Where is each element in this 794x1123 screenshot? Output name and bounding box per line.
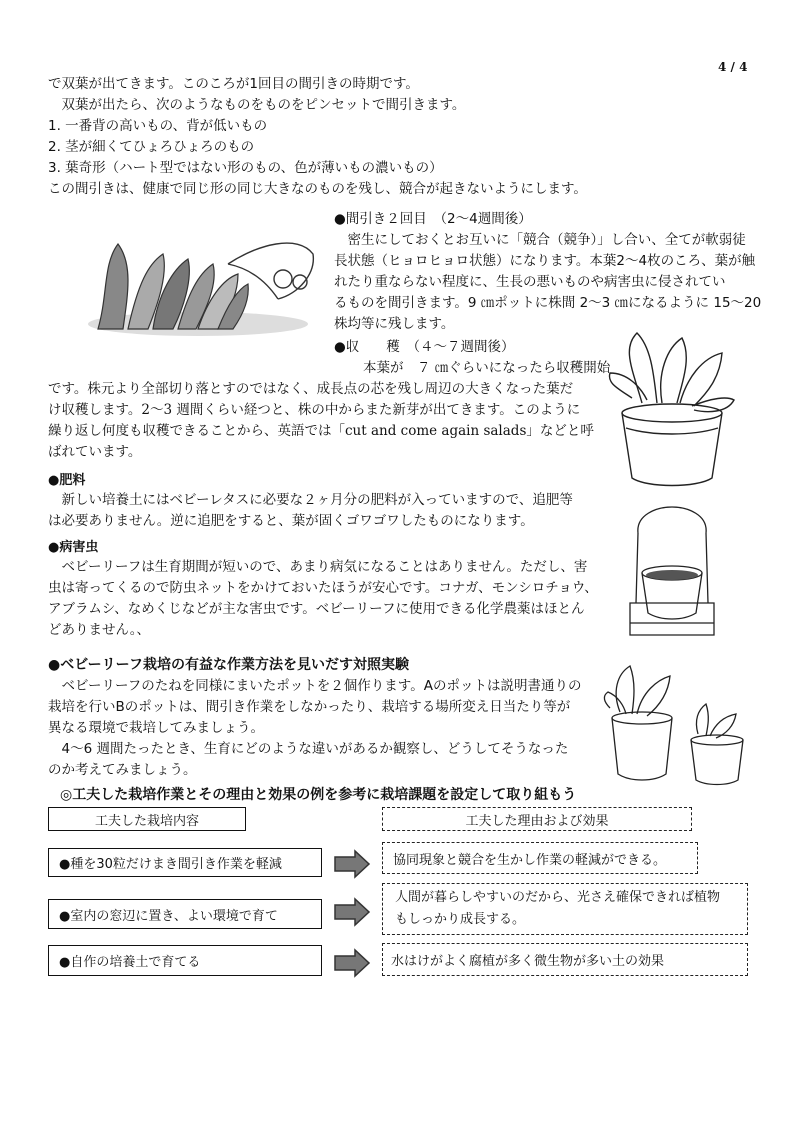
thinning-line: るものを間引きます。9 ㎝ポットに株間 2～3 ㎝になるように 15～20 [334,295,762,311]
fertilizer-line: 新しい培養土にはベビーレタスに必要な２ヶ月分の肥料が入っていますので、追肥等 [48,492,573,508]
harvest-paragraph [48,379,594,463]
method-label: ●種を30粒だけまき間引き作業を軽減 [59,857,282,872]
seedling-tweezers-illustration [78,224,318,344]
intro-line: で双葉が出てきます。このころが1回目の間引きの時期です。 [48,76,419,92]
harvest-line: け収穫します。2～3 週間くらい経つと、株の中からまた新芽が出てきます。このように [48,402,581,418]
right-header-label: 工夫した理由および効果 [465,813,609,829]
insect-net-pot-illustration [626,503,718,643]
harvest-line: です。株元より全部切り落とすのではなく、成長点の芯を残し周辺の大きくなった葉だ [48,381,574,397]
page-number: 4 / 4 [718,60,748,74]
experiment-line: のか考えてみましょう。 [48,762,197,778]
experiment-paragraph [48,676,581,781]
method-box-soil [48,945,322,976]
pests-line: ベビーリーフは生育期間が短いので、あまり病気になることはありません。ただし、害 [48,559,588,575]
method-label: ●自作の培養土で育てる [59,955,201,970]
arrow-right-icon [333,849,371,879]
experiment-heading: ●ベビーリーフ栽培の有益な作業方法を見いだす対照実験 [48,657,409,673]
thinning-line: 長状態（ヒョロヒョロ状態）になります。本葉2～4枚のころ、葉が触 [334,253,756,269]
pests-line: アブラムシ、なめくじなどが主な害虫です。ベビーリーフに使用できる化学農薬はほとん [48,601,585,617]
pests-heading: ●病害虫 [48,540,99,555]
intro-line: この間引きは、健康で同じ形の同じ大きなのものを残し、競合が起きないようにします。 [48,181,587,197]
reason-line: 人間が暮らしやすいのだから、光さえ確保できれば植物 [395,890,721,905]
reason-line: もしっかり成長する。 [395,912,526,927]
fertilizer-paragraph [48,490,573,532]
pests-paragraph [48,557,598,641]
reason-line: 協同現象と競合を生かし作業の軽減ができる。 [393,852,667,868]
thinning-line: れたり重ならない程度に、生長の悪いものや病害虫に侵されてい [334,274,726,290]
thinning-line: 密生にしておくとお互いに「競合（競争）」し合い、全てが軟弱徒 [334,232,746,248]
harvest-line: ばれています。 [48,444,142,460]
left-column-header [48,807,246,831]
pests-line: どありません。、 [48,622,151,638]
reason-box-seeds [382,842,698,874]
thinning-line: 株均等に残します。 [334,316,455,332]
experiment-line: 栽培を行いBのポットは、間引き作業をしなかったり、栽培する場所変え日当たり等が [48,699,571,715]
method-box-seeds [48,848,322,877]
arrow-right-icon [333,948,371,978]
intro-line: 双葉が出たら、次のようなものをものをピンセットで間引きます。 [48,97,466,113]
potted-lettuce-illustration [602,328,742,493]
experiment-line: 異なる環境で栽培してみましょう。 [48,720,264,736]
intro-line: 1. 一番背の高いもの、背が低いもの [48,118,268,134]
fertilizer-line: は必要ありません。逆に追肥をすると、葉が固くゴワゴワしたものになります。 [48,513,534,529]
intro-line: 2. 茎が細くてひょろひょろのもの [48,139,255,155]
experiment-line: ベビーリーフのたねを同様にまいたポットを２個作ります。Aのポットは説明書通りの [48,678,582,694]
method-label: ●室内の窓辺に置き、よい環境で育て [59,908,278,924]
experiment-line: 4～6 週間たったとき、生育にどのような違いがあるか観察し、どうしてそうなった [48,741,569,757]
intro-paragraph [48,74,587,200]
reason-box-window [382,883,748,935]
intro-line: 3. 葉奇形（ハート型ではない形のもの、色が薄いもの濃いもの） [48,160,443,176]
pests-line: 虫は寄ってくるので防虫ネットをかけておいたほうが安心です。コナガ、モンシロチョウ、 [48,580,598,596]
harvest-line: 繰り返し何度も収穫できることから、英語では「cut and come again salads」などと呼 [48,423,594,439]
section-heading: ●間引き２回目 （2～4週間後） [334,211,532,227]
thinning-second-section [334,209,761,335]
task-heading: ◎工夫した栽培作業とその理由と効果の例を参考に栽培課題を設定して取り組もう [60,787,577,803]
harvest-line: 本葉が ７ ㎝ぐらいになったら収穫開始 [363,360,611,376]
method-box-window [48,899,322,929]
arrow-right-icon [333,897,371,927]
harvest-heading: ●収 穫 （４～７週間後） [334,339,515,355]
left-header-label: 工夫した栽培内容 [94,813,199,829]
reason-line: 水はけがよく腐植が多く微生物が多い土の効果 [391,954,665,969]
fertilizer-heading: ●肥料 [48,473,86,488]
reason-box-soil [382,943,748,976]
two-pots-illustration [602,662,752,790]
right-column-header [382,807,692,831]
